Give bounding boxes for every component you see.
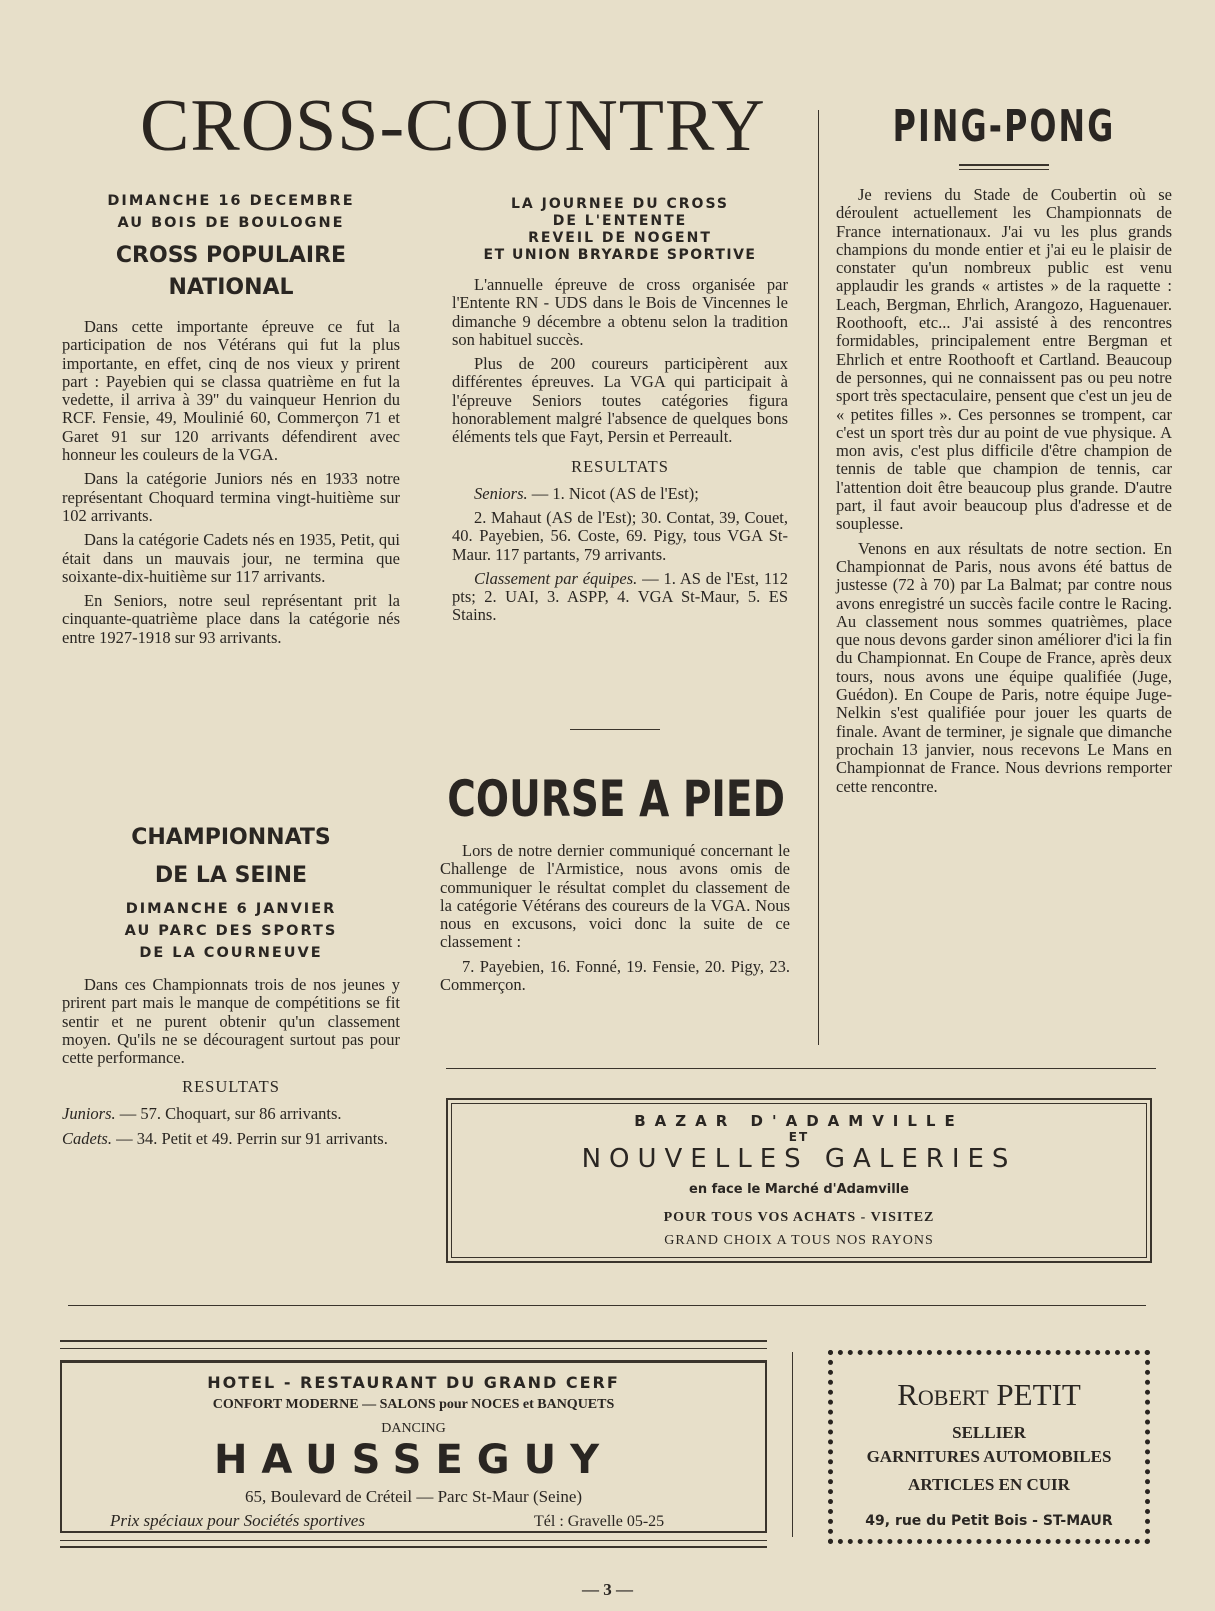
entente-paragraph: L'annuelle épreuve de cross organisée par l'Entente RN - UDS dans le Bois de Vincennes le dimanche 9 décembre a obtenu selon la tradition son habituel succès.	[452, 275, 788, 349]
result-label: Cadets.	[62, 1128, 112, 1148]
seine-results-heading: RESULTATS	[182, 1077, 280, 1097]
petit-name: Robert PETIT	[897, 1377, 1081, 1412]
entente-result-seniors	[452, 485, 788, 503]
course-paragraph: 7. Payebien, 16. Fonné, 19. Fensie, 20. Pigy, 23. Commerçon.	[440, 956, 790, 995]
seine-body	[62, 976, 400, 1067]
result-label: Juniors.	[62, 1104, 116, 1124]
column-divider	[818, 110, 819, 1045]
bazar-line4: en face le Marché d'Adamville	[689, 1182, 909, 1197]
entente-results-heading: RESULTATS	[571, 456, 669, 476]
bazar-line3: NOUVELLES GALERIES	[581, 1144, 1017, 1174]
seine-result-cadets	[62, 1130, 400, 1148]
ping-pong-body	[836, 186, 1172, 796]
hotel-advertisement	[60, 1360, 767, 1533]
championnats-seine-section	[62, 822, 400, 1148]
populaire-date-line1: DIMANCHE 16 DECEMBRE	[107, 193, 355, 209]
course-body	[440, 842, 790, 994]
bazar-line1: BAZAR D'ADAMVILLE	[634, 1112, 964, 1130]
populaire-paragraph: Dans cette importante épreuve ce fut la participation de nos Vétérans qui fut la plus importante, en effet, cinq de nos vieux y prirent part : Payebien qui se classa quatrième en fut la vedette, il arriva à 39'' du vainqueur Henrion du RCF. Fensie, 49, Moulinié 60, Commerçon 71 et Garet 91 sur 120 arrivants défendirent avec honneur les couleurs de la VGA.	[62, 317, 400, 465]
result-text: — 57. Choquart, sur 86 arrivants.	[115, 1104, 342, 1124]
ping-pong-section	[836, 100, 1172, 802]
page-number: — 3 —	[582, 1580, 633, 1599]
petit-address: 49, rue du Petit Bois - ST-MAUR	[865, 1513, 1113, 1529]
ping-pong-paragraph: Venons en aux résultats de notre section. En Championnat de Paris, nous avons été battus de justesse (72 à 70) par La Balmat; par contre nous avons enregistré un succès facile contre le Racing. Au classement nous sommes quatrièmes, place que nous devons garder sinon améliorer d'ici la fin du Championnat. En Coupe de France, après deux tours, nous avons une équipe qualifiée (Juge, Guédon). En Coupe de Paris, notre équipe Juge-Nelkin s'est qualifiée pour jouer les quarts de finale. Avant de terminer, je signale que dimanche prochain 13 janvier, nous recevons Le Mans en Championnat de France. Nous devrions remporter cette rencontre.	[836, 538, 1172, 796]
course-paragraph: Lors de notre dernier communiqué concernant le Challenge de l'Armistice, nous avons omis de communiquer le résultat complet du classement de la catégorie Vétérans des coureurs de la VGA. Nous nous en excusons, voici donc la suite de ce classement :	[440, 841, 790, 952]
seine-heading-line1: CHAMPIONNATS	[131, 825, 331, 850]
populaire-paragraph: En Seniors, notre seul représentant prit la cinquante-quatrième place dans la catégorie nés entre 1927-1918 sur 93 arrivants.	[62, 591, 400, 647]
seine-date-line2: AU PARC DES SPORTS	[124, 923, 338, 939]
seine-paragraph: Dans ces Championnats trois de nos jeunes y prirent part mais le manque de compétitions se fit sentir et ne purent obtenir qu'un classement moyen. Qu'ils ne se découragent surtout pas pour cette performance.	[62, 975, 400, 1068]
bazar-line6: GRAND CHOIX A TOUS NOS RAYONS	[664, 1233, 934, 1248]
seine-heading-line2: DE LA SEINE	[154, 863, 308, 888]
section-divider	[570, 729, 660, 730]
entente-heading-line3: REVEIL DE NOGENT	[528, 230, 712, 246]
hotel-name: HAUSSEGUY	[213, 1437, 614, 1483]
cross-populaire-section	[62, 190, 400, 653]
populaire-paragraph: Dans la catégorie Cadets nés en 1935, Petit, qui était dans un mauvais jour, ne termina que soixante-dix-huitième sur 117 arrivants.	[62, 530, 400, 586]
course-title: COURSE A PIED	[447, 770, 785, 828]
ping-pong-title-rule	[959, 164, 1049, 170]
seine-result-juniors	[62, 1105, 400, 1123]
hotel-address: 65, Boulevard de Créteil — Parc St-Maur (Seine)	[244, 1487, 583, 1506]
entente-paragraph: Plus de 200 coureurs participèrent aux différentes épreuves. La VGA qui participait à l'épreuve Seniors toutes catégories figura honorablement malgré l'absence de quelques bons éléments tels que Fayt, Persin et Perreault.	[452, 354, 788, 447]
ping-pong-title: PING-PONG	[892, 101, 1116, 152]
petit-line1: SELLIER	[952, 1423, 1026, 1442]
bazar-advertisement	[446, 1098, 1152, 1263]
petit-advertisement	[828, 1350, 1150, 1544]
seine-date-line3: DE LA COURNEUVE	[139, 945, 323, 961]
entente-body	[452, 276, 788, 447]
ads-divider	[792, 1352, 793, 1537]
equipes-label: Classement par équipes.	[474, 568, 638, 588]
populaire-heading-line2: NATIONAL	[168, 275, 294, 300]
bazar-line2: ET	[788, 1130, 810, 1144]
petit-line3: ARTICLES EN CUIR	[908, 1475, 1070, 1494]
populaire-heading-line1: CROSS POPULAIRE	[115, 243, 347, 268]
hotel-prix: Prix spéciaux pour Sociétés sportives	[110, 1511, 365, 1530]
equipes-text: — 1. AS de l'Est, 112 pts; 2. UAI, 3. ASPP, 4. VGA St-Maur, 5. ES Stains.	[452, 568, 788, 625]
seniors-label: Seniors.	[474, 483, 528, 503]
hotel-tel: Tél : Gravelle 05-25	[534, 1513, 665, 1530]
petit-line2: GARNITURES AUTOMOBILES	[866, 1447, 1112, 1466]
entente-heading-line4: ET UNION BRYARDE SPORTIVE	[483, 247, 757, 263]
populaire-paragraph: Dans la catégorie Juniors nés en 1933 notre représentant Choquard termina vingt-huitième sur 102 arrivants.	[62, 469, 400, 525]
page-separator	[68, 1305, 1146, 1306]
ad-top-rule	[446, 1068, 1156, 1069]
hotel-line2: CONFORT MODERNE — SALONS pour NOCES et BANQUETS	[212, 1397, 615, 1412]
result-text: — 34. Petit et 49. Perrin sur 91 arrivants.	[111, 1128, 388, 1148]
hotel-ad-top-rules	[60, 1340, 767, 1349]
hotel-line3: DANCING	[381, 1421, 446, 1436]
entente-heading-line2: DE L'ENTENTE	[552, 213, 688, 229]
populaire-date-line2: AU BOIS DE BOULOGNE	[117, 215, 345, 231]
ping-pong-paragraph: Je reviens du Stade de Coubertin où se déroulent actuellement les Championnats de France internationaux. J'ai vu les plus grands champions du monde entier et j'ai eu le plaisir de constater qu'un nombreux public est venu applaudir les grands « artistes » de la raquette : Leach, Bergman, Ehrlich, Arangozo, Haguenauer. Roothooft, etc... J'ai assisté à des rencontres formidables, principalement entre Bergman et Ehrlich et entre Roothooft et Cartland. Beaucoup de personnes, qui ne connaissent pas ou peu notre sport très spectaculaire, pensent que c'est un jeu de « petites filles ». Ces personnes se trompent, car c'est un sport très dur au point de vue physique. A mon avis, c'est plus difficile d'être champion de tennis de table que champion de tennis, car l'attention doit être beaucoup plus grande. D'autre part, il faut avoir beaucoup plus d'adresse et de souplesse.	[836, 185, 1172, 534]
seine-date-line1: DIMANCHE 6 JANVIER	[125, 901, 337, 917]
entente-heading-line1: LA JOURNEE DU CROSS	[511, 196, 729, 212]
cross-country-title: CROSS-COUNTRY	[140, 85, 766, 167]
entente-section	[452, 196, 788, 631]
hotel-line1: HOTEL - RESTAURANT DU GRAND CERF	[207, 1373, 620, 1392]
entente-result-seniors-rest: 2. Mahaut (AS de l'Est); 30. Contat, 39, Couet, 40. Payebien, 56. Coste, 69. Pigy, tous VGA St-Maur. 117 partants, 79 arrivants.	[452, 507, 788, 564]
populaire-body	[62, 318, 400, 647]
bazar-line5: POUR TOUS VOS ACHATS - VISITEZ	[663, 1210, 935, 1225]
seniors-text: — 1. Nicot (AS de l'Est);	[527, 483, 699, 503]
hotel-ad-bottom-rules	[60, 1540, 767, 1548]
entente-result-equipes	[452, 570, 788, 625]
entente-results	[452, 485, 788, 625]
course-a-pied-section	[440, 770, 790, 1000]
